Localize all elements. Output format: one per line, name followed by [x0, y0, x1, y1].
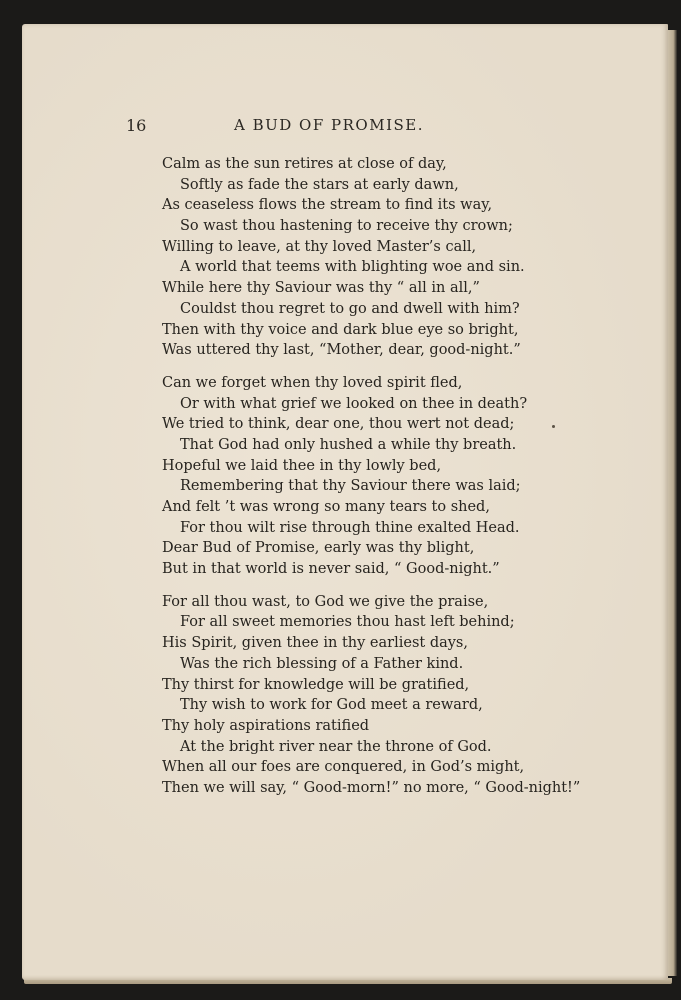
poem-line: For thou wilt rise through thine exalted Head.: [180, 519, 520, 536]
poem-line: While here thy Saviour was thy “ all in all,”: [162, 280, 480, 297]
poem-line: Thy holy aspirations ratified: [162, 717, 370, 734]
poem-line: Softly as fade the stars at early dawn,: [180, 176, 459, 193]
poem-line: Calm as the sun retires at close of day,: [162, 156, 447, 172]
poem-line: Was uttered thy last, “Mother, dear, good-night.”: [162, 342, 521, 359]
ink-speck: [552, 425, 555, 428]
poem-line: Remembering that thy Saviour there was laid;: [180, 478, 521, 495]
poem-line: Can we forget when thy loved spirit fled,: [162, 374, 463, 391]
poem-line: As ceaseless flows the stream to find its way,: [162, 197, 493, 214]
poem: [162, 154, 632, 811]
poem-line: So wast thou hastening to receive thy crown;: [180, 218, 513, 235]
poem-line: We tried to think, dear one, thou wert not dead;: [162, 416, 515, 433]
book-page: [22, 24, 668, 980]
poem-line: Thy wish to work for God meet a reward,: [180, 697, 483, 714]
stanza-3: [162, 592, 632, 799]
poem-line: His Spirit, given thee in thy earliest days,: [162, 635, 468, 652]
stanza-1: [162, 154, 632, 361]
poem-line: And felt ’t was wrong so many tears to shed,: [162, 499, 490, 515]
poem-line: That God had only hushed a while thy breath.: [180, 436, 517, 453]
poem-line: When all our foes are conquered, in God’s might,: [162, 759, 525, 776]
poem-line: Then we will say, “ Good-morn!” no more, “ Good-night!”: [162, 779, 581, 796]
poem-line: At the bright river near the throne of God.: [180, 738, 492, 755]
poem-line: Then with thy voice and dark blue eye so bright,: [162, 321, 519, 338]
poem-line: Hopeful we laid thee in thy lowly bed,: [162, 457, 442, 474]
poem-line: Couldst thou regret to go and dwell with him?: [180, 300, 520, 317]
page-number: 16: [126, 116, 147, 135]
poem-line: Or with what grief we looked on thee in death?: [180, 395, 528, 412]
poem-line: Thy thirst for knowledge will be gratified,: [162, 676, 470, 693]
page-header: [22, 116, 668, 140]
page-edge-right: [668, 30, 677, 976]
poem-line: For all sweet memories thou hast left behind;: [180, 614, 515, 631]
poem-line: A world that teems with blighting woe and sin.: [180, 259, 525, 276]
running-title: A BUD OF PROMISE.: [234, 116, 424, 134]
poem-line: Willing to leave, at thy loved Master’s call,: [162, 238, 477, 255]
poem-line: But in that world is never said, “ Good-night.”: [162, 561, 500, 578]
stanza-2: [162, 373, 632, 580]
poem-line: Dear Bud of Promise, early was thy blight,: [162, 540, 475, 557]
poem-line: Was the rich blessing of a Father kind.: [180, 655, 464, 672]
poem-line: For all thou wast, to God we give the praise,: [162, 593, 489, 610]
